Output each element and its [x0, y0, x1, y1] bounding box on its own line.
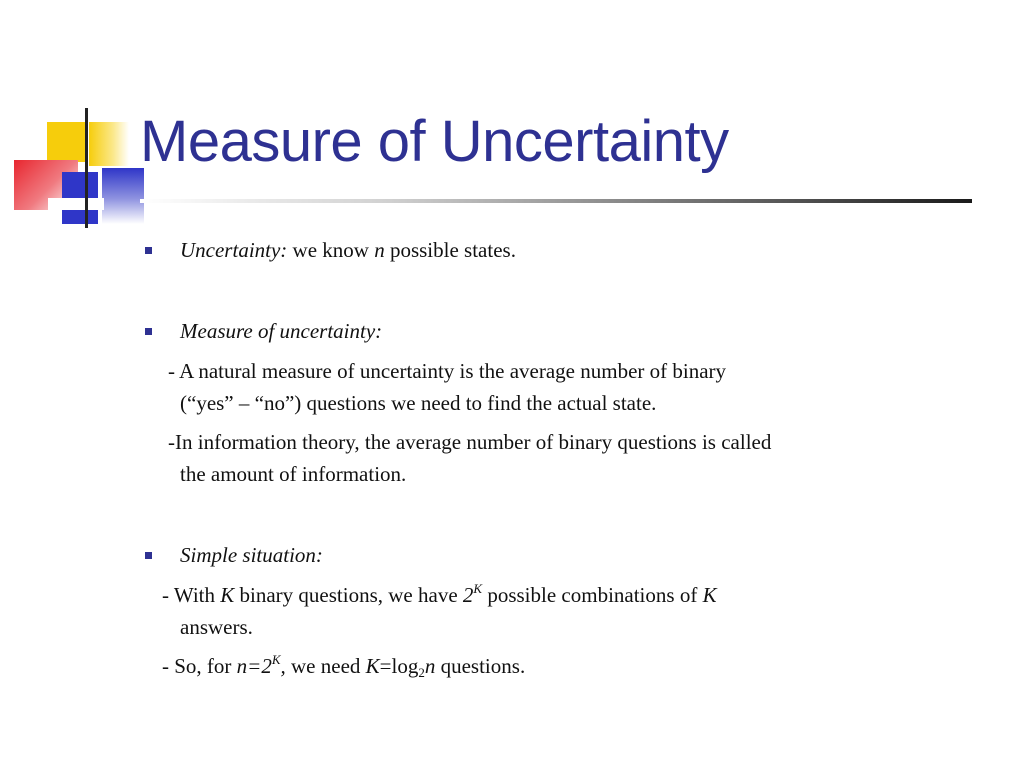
bullet-label: Simple situation:	[180, 543, 323, 567]
log-base-subscript: 2	[418, 665, 425, 680]
text-run: questions.	[435, 654, 526, 678]
sub-point-line: (“yes” – “no”) questions we need to find the actual state.	[180, 391, 657, 415]
variable-K: K	[220, 583, 235, 607]
bullet-marker	[145, 247, 152, 254]
log-text: =log	[379, 654, 419, 678]
slide-title: Measure of Uncertainty	[140, 109, 729, 174]
bullet-uncertainty	[180, 240, 516, 261]
sub-point-line: answers.	[180, 615, 253, 639]
sub-point-line	[162, 581, 717, 607]
text-run: - So, for	[162, 654, 237, 678]
text-run: we need	[285, 654, 366, 678]
sub-point-line: the amount of information.	[180, 462, 407, 486]
bullet-marker	[145, 552, 152, 559]
bullet-text: possible states.	[384, 238, 516, 262]
bullet-label: Measure of uncertainty:	[180, 319, 383, 343]
variable-n: n	[374, 238, 385, 262]
text-run: binary questions, we have	[234, 583, 463, 607]
sub-point-line: - A natural measure of uncertainty is the average number of binary	[168, 359, 727, 383]
bullet-label: Uncertainty:	[180, 238, 288, 262]
exponent-K: K	[473, 581, 483, 596]
text-run: - With	[162, 583, 221, 607]
text-run: possible combinations of	[482, 583, 703, 607]
exponent-K: K	[271, 652, 281, 667]
sub-point-line: -In information theory, the average number of binary questions is called	[168, 430, 772, 454]
bullet-simple-label	[180, 545, 323, 566]
expression-n-equals-2: n=2	[236, 654, 272, 678]
bullet-marker	[145, 328, 152, 335]
base-two: 2	[462, 583, 474, 607]
sub-point-line	[162, 652, 526, 680]
bullet-text: we know	[287, 238, 375, 262]
variable-K: K	[702, 583, 717, 607]
comma: ,	[280, 654, 286, 678]
bullet-measure-label	[180, 321, 382, 342]
variable-n: n	[424, 654, 436, 678]
variable-K: K	[365, 654, 380, 678]
